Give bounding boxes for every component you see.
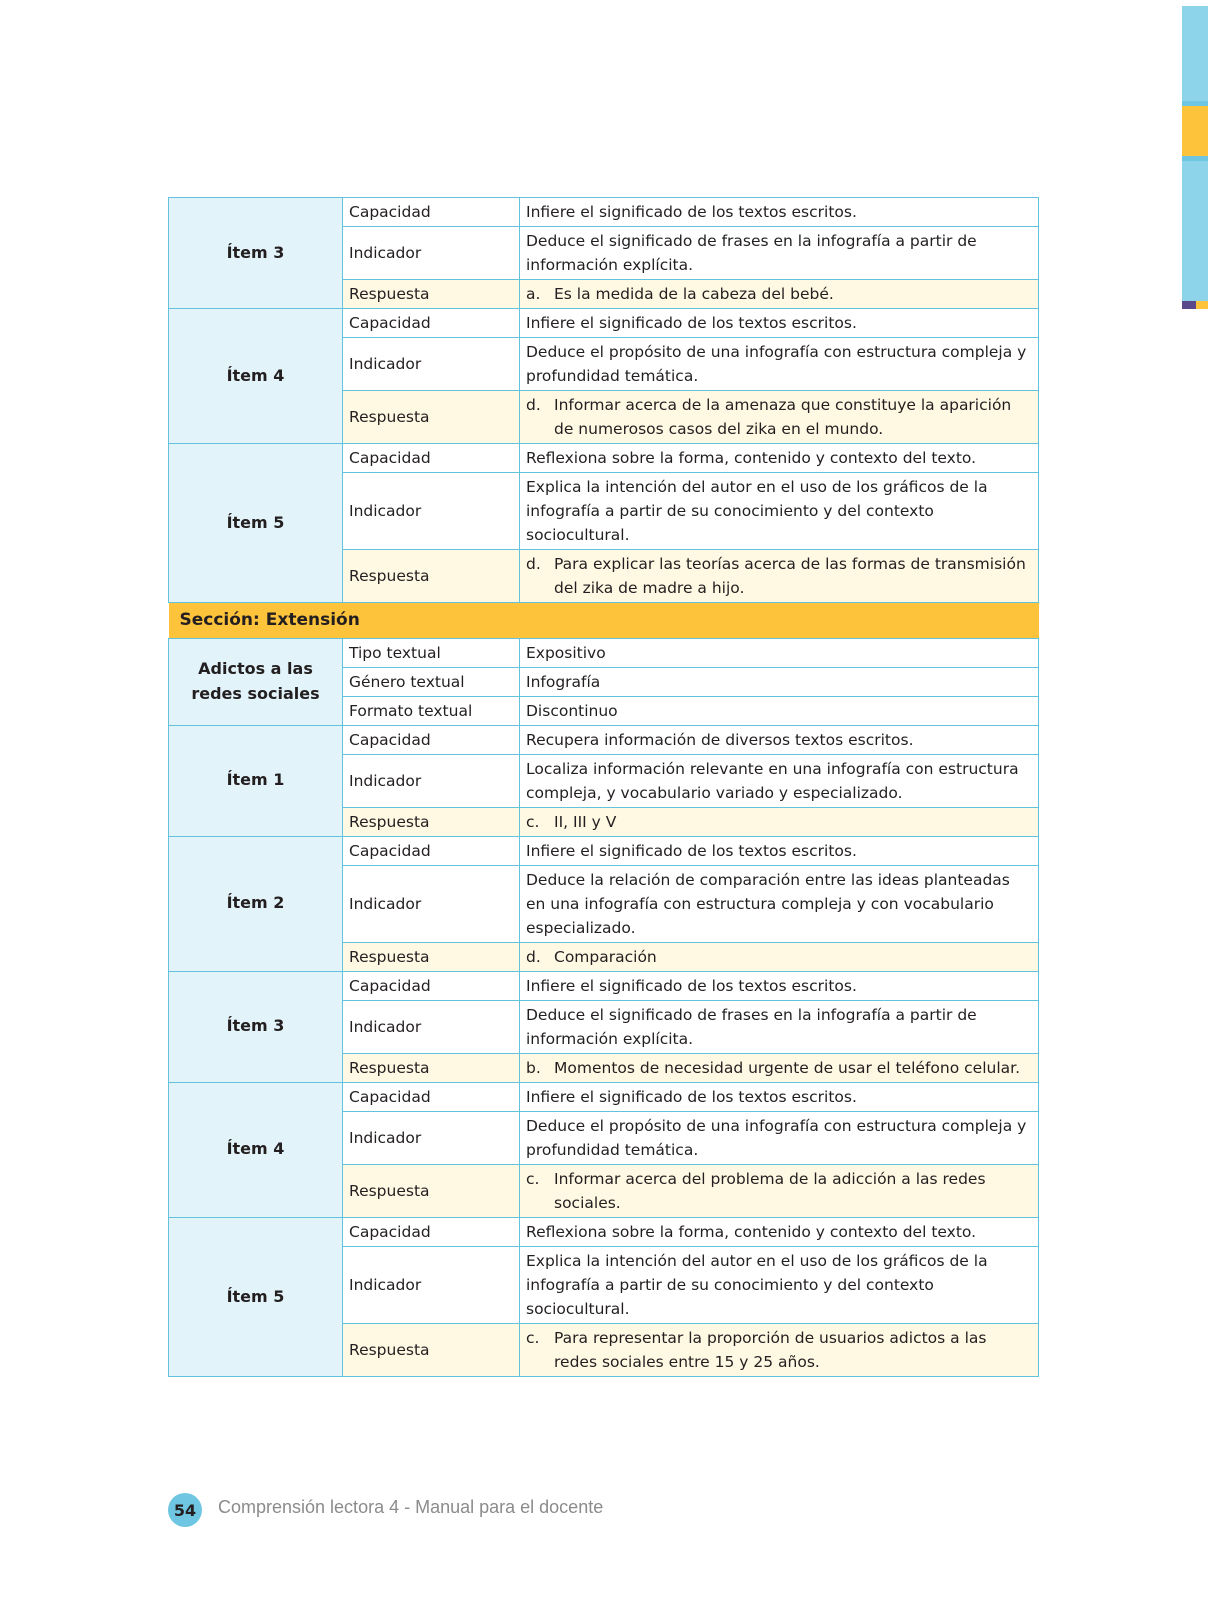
respuesta-value xyxy=(520,391,1039,444)
answer-letter: c. xyxy=(526,1328,540,1347)
side-tab-blue-bottom xyxy=(1182,161,1208,301)
item-label: Ítem 4 xyxy=(169,1082,343,1217)
answer-letter: c. xyxy=(526,812,540,831)
answer-option xyxy=(526,810,1032,834)
capacidad-label: Capacidad xyxy=(343,1217,520,1246)
capacidad-label: Capacidad xyxy=(343,444,520,473)
indicador-value: Explica la intención del autor en el uso de los gráficos de la infografía a partir de su conocimiento y del contexto sociocultural. xyxy=(520,473,1039,550)
item-label: Ítem 5 xyxy=(169,444,343,603)
respuesta-label: Respuesta xyxy=(343,1323,520,1376)
respuesta-value xyxy=(520,550,1039,603)
respuesta-value xyxy=(520,1053,1039,1082)
indicador-label: Indicador xyxy=(343,338,520,391)
tipo-row xyxy=(169,638,1039,667)
item-label: Ítem 3 xyxy=(169,198,343,309)
respuesta-label: Respuesta xyxy=(343,807,520,836)
indicador-value: Deduce la relación de comparación entre las ideas planteadas en una infografía con estructura compleja y con vocabulario especializado. xyxy=(520,865,1039,942)
indicador-value: Deduce el propósito de una infografía con estructura compleja y profundidad temática. xyxy=(520,338,1039,391)
item-label: Ítem 1 xyxy=(169,725,343,836)
item-label: Ítem 4 xyxy=(169,309,343,444)
side-tab-purple-mark xyxy=(1182,301,1196,309)
capacidad-row xyxy=(169,725,1039,754)
capacidad-label: Capacidad xyxy=(343,971,520,1000)
respuesta-value xyxy=(520,942,1039,971)
respuesta-label: Respuesta xyxy=(343,391,520,444)
answer-text: Para representar la proporción de usuarios adictos a las redes sociales entre 15 y 25 años. xyxy=(554,1328,987,1371)
answer-text: Momentos de necesidad urgente de usar el teléfono celular. xyxy=(554,1058,1021,1077)
formato-label: Formato textual xyxy=(343,696,520,725)
indicador-label: Indicador xyxy=(343,227,520,280)
capacidad-row xyxy=(169,198,1039,227)
answer-text: Informar acerca de la amenaza que constituye la aparición de numerosos casos del zika en el mundo. xyxy=(554,396,1012,439)
side-tab-blue-top xyxy=(1182,6,1208,101)
answer-option xyxy=(526,945,1032,969)
answer-option xyxy=(526,1326,1032,1374)
indicador-label: Indicador xyxy=(343,1246,520,1323)
indicador-label: Indicador xyxy=(343,865,520,942)
answer-option xyxy=(526,552,1032,600)
answer-text: II, III y V xyxy=(554,812,617,831)
item-label: Ítem 2 xyxy=(169,836,343,971)
answer-letter: b. xyxy=(526,1058,541,1077)
answer-text: Informar acerca del problema de la adicción a las redes sociales. xyxy=(554,1169,986,1212)
answer-letter: d. xyxy=(526,947,541,966)
respuesta-label: Respuesta xyxy=(343,280,520,309)
respuesta-label: Respuesta xyxy=(343,550,520,603)
tipo-value: Expositivo xyxy=(520,638,1039,667)
capacidad-row xyxy=(169,1082,1039,1111)
section-title: Sección: Extensión xyxy=(169,603,1039,638)
capacidad-row xyxy=(169,309,1039,338)
indicador-label: Indicador xyxy=(343,1111,520,1164)
respuesta-value xyxy=(520,280,1039,309)
answer-option xyxy=(526,1056,1032,1080)
indicador-value: Deduce el propósito de una infografía con estructura compleja y profundidad temática. xyxy=(520,1111,1039,1164)
capacidad-label: Capacidad xyxy=(343,198,520,227)
capacidad-row xyxy=(169,1217,1039,1246)
formato-value: Discontinuo xyxy=(520,696,1039,725)
page-number-badge xyxy=(168,1493,202,1527)
text-title: Adictos a las redes sociales xyxy=(169,638,343,725)
indicador-label: Indicador xyxy=(343,754,520,807)
capacidad-row xyxy=(169,444,1039,473)
capacidad-row xyxy=(169,971,1039,1000)
capacidad-value: Infiere el significado de los textos escritos. xyxy=(520,1082,1039,1111)
answer-text: Es la medida de la cabeza del bebé. xyxy=(554,285,834,304)
answer-key-table xyxy=(168,197,1039,1377)
indicador-value: Deduce el significado de frases en la infografía a partir de información explícita. xyxy=(520,1000,1039,1053)
respuesta-label: Respuesta xyxy=(343,1164,520,1217)
capacidad-value: Recupera información de diversos textos escritos. xyxy=(520,725,1039,754)
respuesta-value xyxy=(520,1164,1039,1217)
capacidad-row xyxy=(169,836,1039,865)
capacidad-value: Infiere el significado de los textos escritos. xyxy=(520,836,1039,865)
capacidad-value: Infiere el significado de los textos escritos. xyxy=(520,309,1039,338)
answer-text: Comparación xyxy=(554,947,657,966)
answer-option xyxy=(526,393,1032,441)
indicador-label: Indicador xyxy=(343,1000,520,1053)
answer-text: Para explicar las teorías acerca de las formas de transmisión del zika de madre a hijo. xyxy=(554,555,1026,598)
section-row xyxy=(169,603,1039,638)
capacidad-label: Capacidad xyxy=(343,725,520,754)
answer-option xyxy=(526,282,1032,306)
capacidad-label: Capacidad xyxy=(343,309,520,338)
respuesta-value xyxy=(520,1323,1039,1376)
capacidad-value: Reflexiona sobre la forma, contenido y contexto del texto. xyxy=(520,1217,1039,1246)
genero-value: Infografía xyxy=(520,667,1039,696)
respuesta-label: Respuesta xyxy=(343,942,520,971)
respuesta-value xyxy=(520,807,1039,836)
capacidad-value: Reflexiona sobre la forma, contenido y contexto del texto. xyxy=(520,444,1039,473)
capacidad-value: Infiere el significado de los textos escritos. xyxy=(520,971,1039,1000)
capacidad-label: Capacidad xyxy=(343,836,520,865)
capacidad-label: Capacidad xyxy=(343,1082,520,1111)
tipo-label: Tipo textual xyxy=(343,638,520,667)
answer-letter: c. xyxy=(526,1169,540,1188)
indicador-value: Deduce el significado de frases en la infografía a partir de información explícita. xyxy=(520,227,1039,280)
book-title: Comprensión lectora 4 - Manual para el docente xyxy=(218,1497,604,1517)
answer-letter: a. xyxy=(526,285,541,304)
page-number: 54 xyxy=(173,1500,197,1520)
answer-letter: d. xyxy=(526,555,541,574)
indicador-value: Explica la intención del autor en el uso de los gráficos de la infografía a partir de su conocimiento y del contexto sociocultural. xyxy=(520,1246,1039,1323)
answer-letter: d. xyxy=(526,396,541,415)
item-label: Ítem 5 xyxy=(169,1217,343,1376)
item-label: Ítem 3 xyxy=(169,971,343,1082)
genero-label: Género textual xyxy=(343,667,520,696)
respuesta-label: Respuesta xyxy=(343,1053,520,1082)
side-tab-yellow xyxy=(1182,106,1208,156)
indicador-label: Indicador xyxy=(343,473,520,550)
capacidad-value: Infiere el significado de los textos escritos. xyxy=(520,198,1039,227)
answer-option xyxy=(526,1167,1032,1215)
side-tab-yellow-mark xyxy=(1196,301,1208,309)
indicador-value: Localiza información relevante en una infografía con estructura compleja, y vocabulario variado y especializado. xyxy=(520,754,1039,807)
